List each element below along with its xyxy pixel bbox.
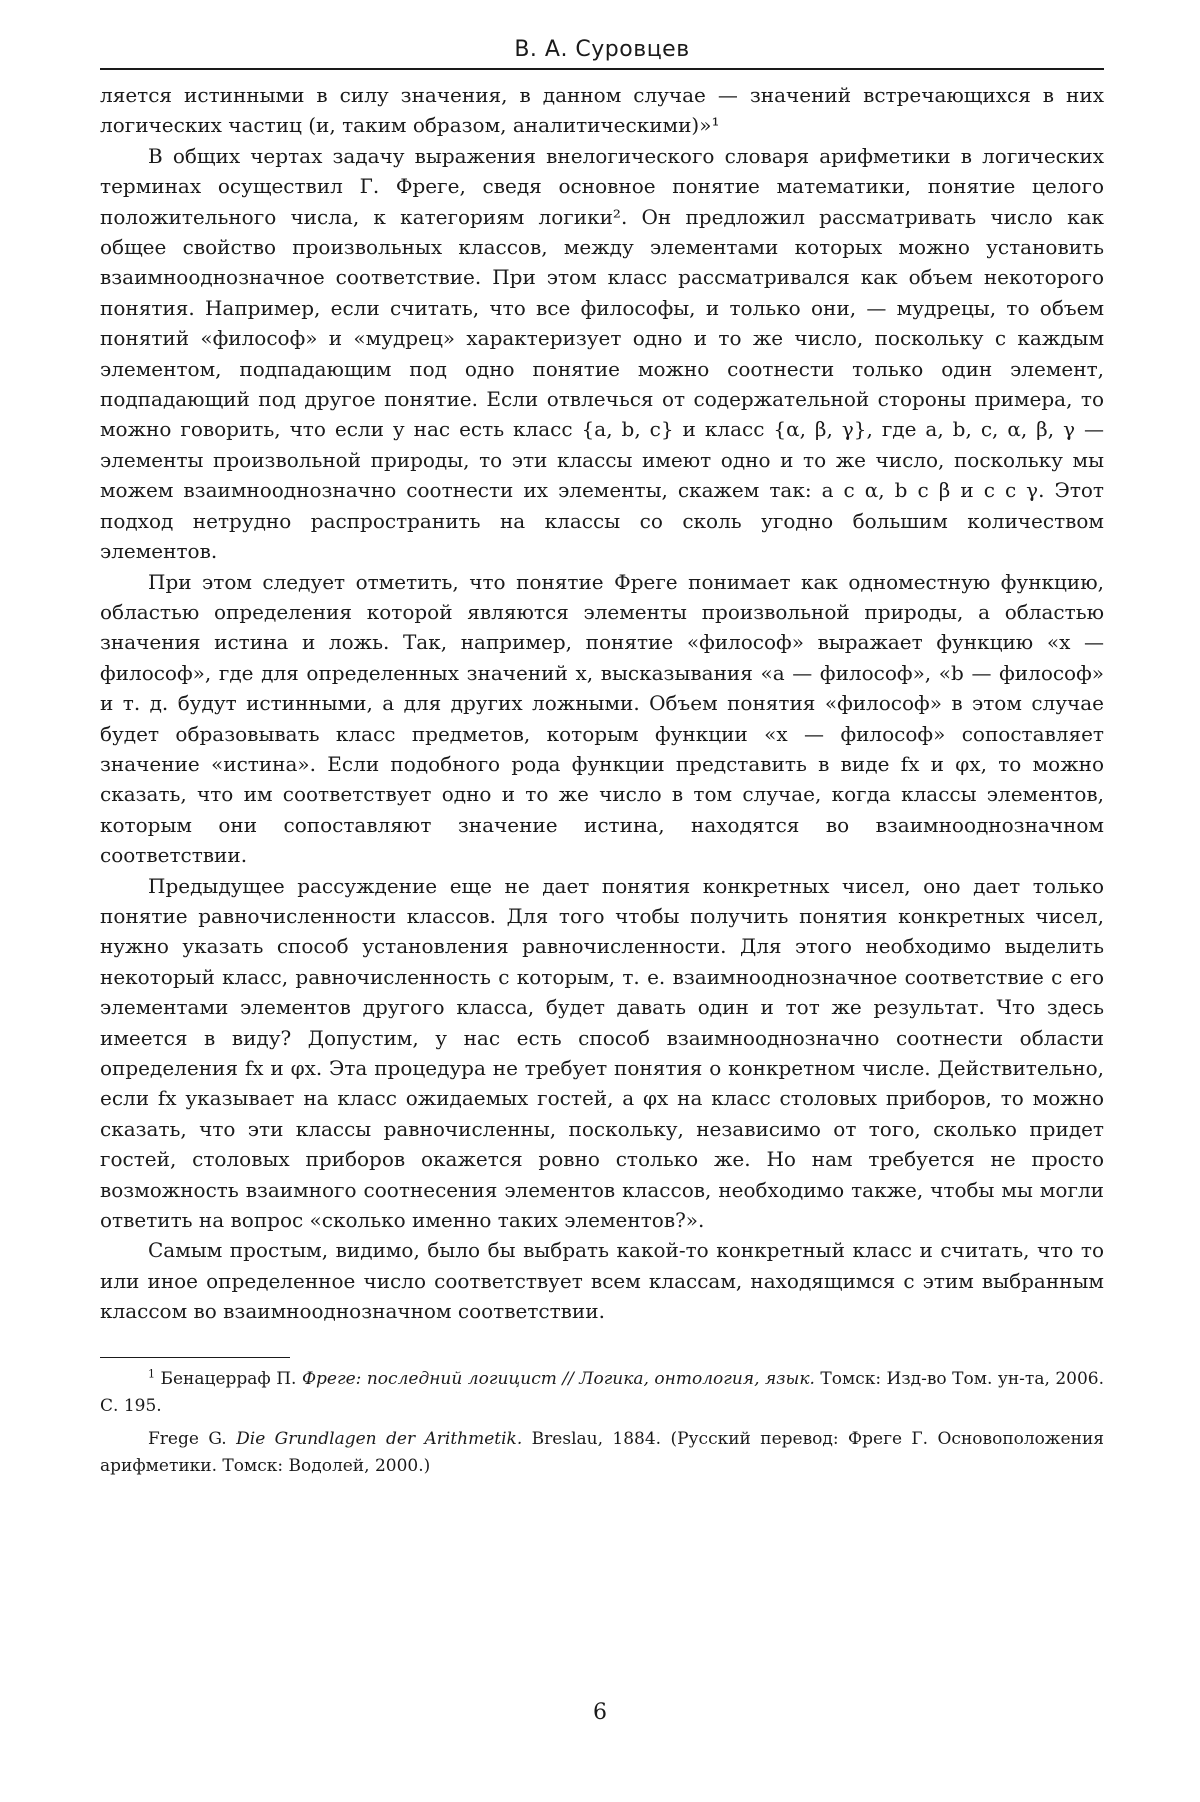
footnote-2: [100, 1426, 1104, 1480]
footnote-2-title: Die Grundlagen der Arithmetik.: [236, 1428, 523, 1449]
footnote-2-author: Frege G.: [148, 1428, 227, 1449]
paragraph-4: Предыдущее рассуждение еще не дает понятия конкретных чисел, оно дает только понятие равночисленности классов. Для того чтобы получить понятия конкретных чисел, нужно указать способ установления равночисленности. Для этого необходимо выделить некоторый класс, равночисленность с которым, т. е. взаимнооднозначное соответствие с его элементами элементов другого класса, будет давать один и тот же результат. Что здесь имеется в виду? Допустим, у нас есть способ взаимнооднозначно соотнести области определения fx и φx. Эта процедура не требует понятия о конкретном числе. Действительно, если fx указывает на класс ожидаемых гостей, а φx на класс столовых приборов, то можно сказать, что эти классы равночисленны, поскольку, независимо от того, сколько придет гостей, столовых приборов окажется ровно столько же. Но нам требуется не просто возможность взаимного соотнесения элементов классов, необходимо также, чтобы мы могли ответить на вопрос «сколько именно таких элементов?».: [100, 873, 1104, 1233]
paragraph-1: ляется истинными в силу значения, в данном случае — значений встречающихся в них логических частиц (и, таким образом, аналитическими)»¹: [100, 83, 1104, 138]
footnote-divider: [100, 1357, 290, 1358]
footnote-1-marker: 1: [148, 1367, 155, 1380]
paragraph-5: Самым простым, видимо, было бы выбрать какой-то конкретный класс и считать, что то или иное определенное число соответствует всем классам, находящимся с этим выбранным классом во взаимнооднозначном соответствии.: [100, 1238, 1104, 1324]
main-text: [100, 80, 1104, 1327]
paragraph-2: В общих чертах задачу выражения внелогического словаря арифметики в логических терминах осуществил Г. Фреге, сведя основное понятие математики, понятие целого положительного числа, к категориям логики². Он предложил рассматривать число как общее свойство произвольных классов, между элементами которых можно установить взаимнооднозначное соответствие. При этом класс рассматривался как объем некоторого понятия. Например, если считать, что все философы, и только они, — мудрецы, то объем понятий «философ» и «мудрец» характеризует одно и то же число, поскольку с каждым элементом, подпадающим под одно понятие можно соотнести только один элемент, подпадающий под другое понятие. Если отвлечься от содержательной стороны примера, то можно говорить, что если у нас есть класс {a, b, c} и класс {α, β, γ}, где a, b, c, α, β, γ — элементы произвольной природы, то эти классы имеют одно и то же число, поскольку мы можем взаимнооднозначно соотнести их элементы, скажем так: a c α, b c β и c c γ. Этот подход нетрудно распространить на классы со сколь угодно большим количеством элементов.: [100, 143, 1104, 564]
footnote-2-rest: Breslau, 1884. (Русский перевод: Фреге Г. Основоположения арифметики. Томск: Водолей, 2000.): [100, 1428, 1105, 1476]
paragraph-3: При этом следует отметить, что понятие Фреге понимает как одноместную функцию, областью определения которой являются элементы произвольной природы, а областью значения истина и ложь. Так, например, понятие «философ» выражает функцию «x — философ», где для определенных значений x, высказывания «a — философ», «b — философ» и т. д. будут истинными, а для других ложными. Объем понятия «философ» в этом случае будет образовывать класс предметов, которым функции «x — философ» сопоставляет значение «истина». Если подобного рода функции представить в виде fx и φx, то можно сказать, что им соответствует одно и то же число в том случае, когда классы элементов, которым они сопоставляют значение истина, находятся во взаимнооднозначном соответствии.: [100, 569, 1104, 868]
footnotes: [100, 1366, 1104, 1480]
running-head: В. А. Суровцев: [100, 36, 1104, 70]
footnote-1-rest: Томск: Изд-во Том. ун-та, 2006. С. 195.: [100, 1368, 1105, 1416]
footnote-1-author: Бенацерраф П.: [160, 1368, 297, 1389]
page-number: 6: [593, 1700, 607, 1725]
book-page: [100, 36, 1104, 1480]
footnote-1-title: Фреге: последний логицист // Логика, онтология, язык.: [301, 1368, 815, 1389]
footnote-1: [100, 1366, 1104, 1420]
